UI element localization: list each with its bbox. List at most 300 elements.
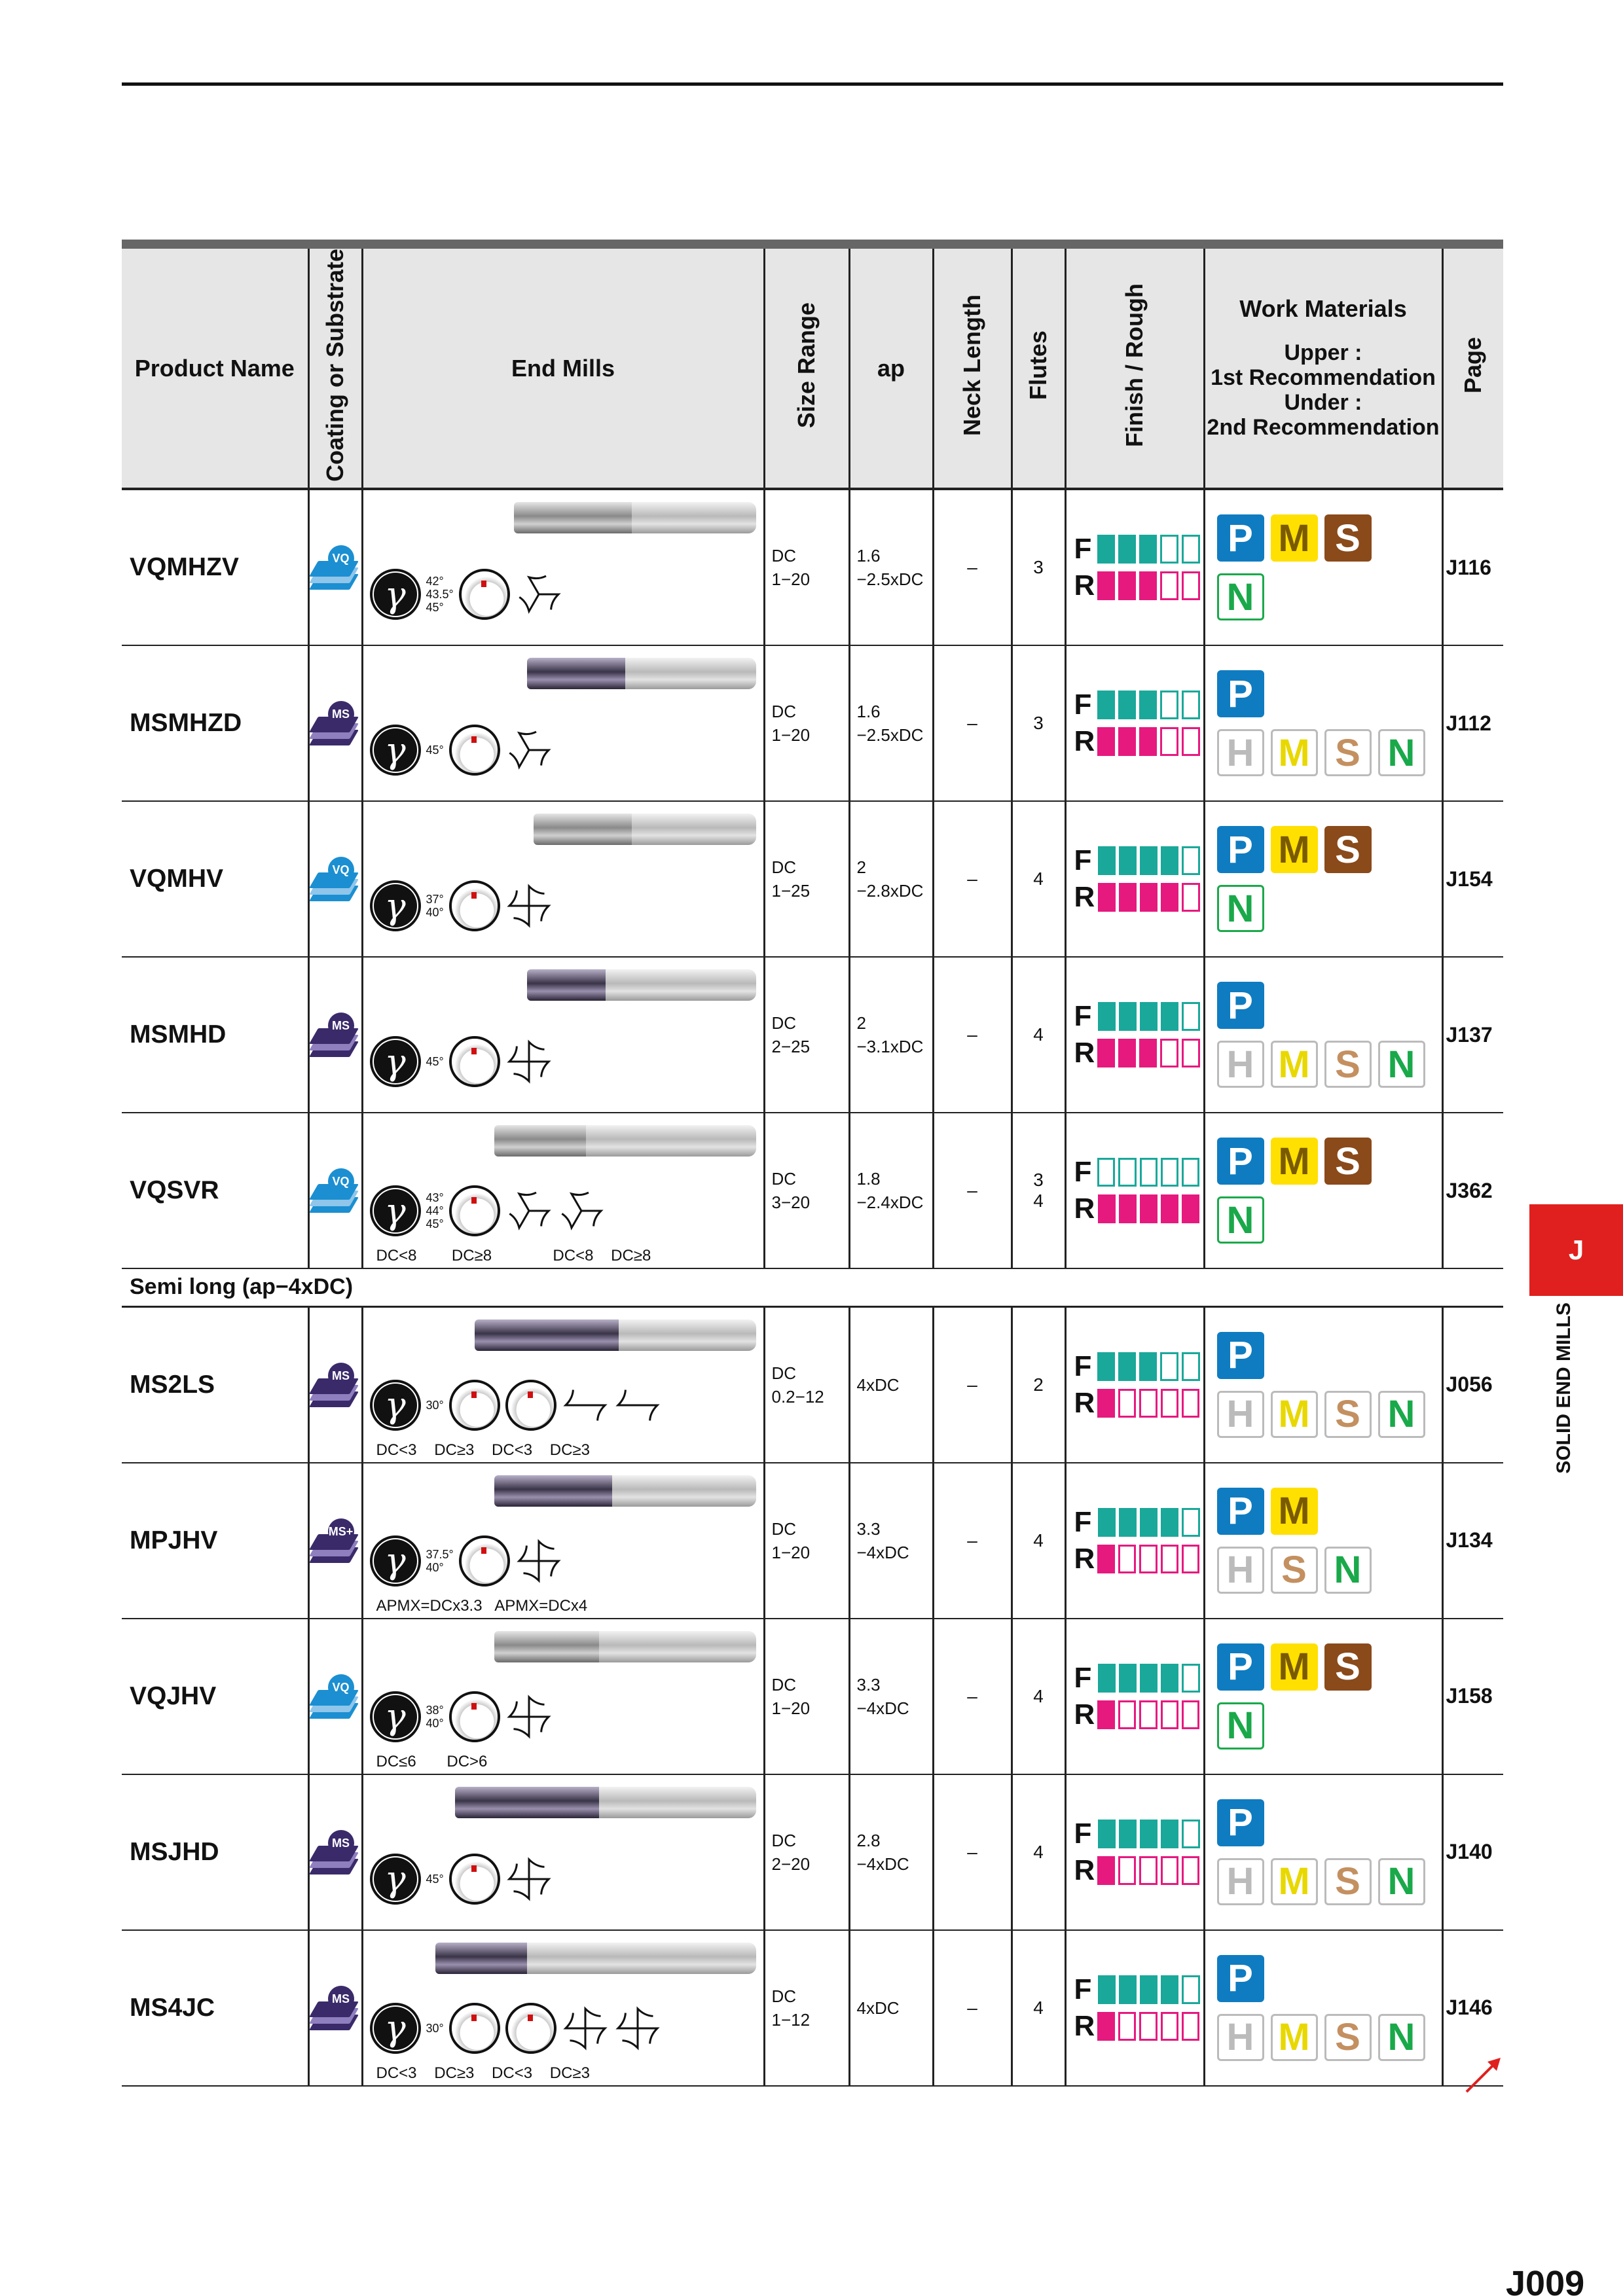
rough-bar-segment [1161, 883, 1178, 912]
product-name: VQJHV [122, 1619, 308, 1774]
materials-second-recommendation [1217, 1852, 1442, 1911]
ap-line: 3.3 [856, 1518, 881, 1539]
helix-angle-icon [370, 880, 421, 931]
cross-section-icon [505, 1038, 553, 1085]
neck-length: – [933, 801, 1012, 957]
helix-angles [426, 2022, 444, 2035]
helix-angle-value: 45° [426, 744, 444, 757]
rough-bar-segment [1160, 727, 1178, 756]
finish-bar-segment [1182, 1158, 1199, 1187]
finish-bar-letter: F [1074, 1817, 1092, 1850]
end-mill-shank [612, 1475, 756, 1507]
helix-symbol: γ [374, 573, 417, 616]
continue-arrow-icon [1464, 2055, 1503, 2094]
coating-cell [308, 957, 362, 1113]
rough-bar-segment [1097, 571, 1115, 600]
finish-bar-segment [1140, 1158, 1158, 1187]
material-s-icon: S [1324, 1391, 1372, 1438]
rough-bar-segment [1160, 571, 1178, 600]
end-mill-flute [435, 1943, 527, 1974]
finish-rough-rating [1065, 645, 1204, 801]
material-h-icon: H [1217, 1391, 1264, 1438]
material-n-icon: N [1378, 1391, 1425, 1438]
size-range-line: DC [771, 546, 797, 566]
end-mill-illustration [362, 1774, 764, 1930]
cross-section-icon [505, 1693, 553, 1740]
end-mill-illustration [362, 1306, 764, 1463]
coating-icon [310, 541, 362, 594]
material-p-icon: P [1217, 1332, 1264, 1379]
materials-first-recommendation [1217, 1638, 1442, 1696]
finish-bar-segment [1160, 535, 1178, 564]
finish-bar [1074, 1971, 1203, 2008]
ap-line: −4xDC [856, 1854, 909, 1874]
end-mill-tool-image [475, 1319, 756, 1351]
end-mill-tool-image [494, 1125, 756, 1157]
table-row [122, 645, 1503, 801]
material-p-icon: P [1217, 1488, 1264, 1535]
end-mill-flute [514, 502, 632, 533]
material-s-icon: S [1324, 1041, 1372, 1088]
material-h-icon: H [1217, 1858, 1264, 1905]
rough-bar-segment [1139, 1545, 1157, 1573]
material-h-icon: H [1217, 2014, 1264, 2061]
materials-second-recommendation [1217, 879, 1442, 938]
size-range [764, 1113, 849, 1268]
cross-section-icon [558, 1187, 605, 1234]
finish-bar-segment [1139, 691, 1157, 719]
geometry-icons [370, 569, 562, 620]
product-name: MPJHV [122, 1463, 308, 1619]
material-n-icon: N [1217, 1702, 1264, 1749]
diameter-conditions: APMX=DCx3.3 APMX=DCx4 [376, 1596, 588, 1615]
header-size-range-label: Size Range [793, 302, 820, 429]
material-n-icon: N [1217, 1196, 1264, 1244]
helix-angle-value: 40° [426, 1560, 444, 1574]
helix-angle-value: 43.5° [426, 588, 454, 601]
finish-bar-segment [1118, 1352, 1136, 1381]
end-mill-shank [619, 1319, 756, 1351]
end-mill-illustration [362, 801, 764, 957]
rough-bar-segment [1118, 571, 1136, 600]
finish-bar-letter: F [1074, 533, 1092, 565]
rough-bar-letter: R [1074, 1542, 1095, 1575]
end-mill-tool-image [534, 814, 756, 845]
materials-first-recommendation [1217, 1949, 1442, 2008]
helix-angle-value: 40° [426, 906, 444, 920]
helix-angles [426, 744, 444, 757]
finish-bar-segment [1098, 846, 1116, 875]
materials-first-recommendation [1217, 1482, 1442, 1541]
work-materials-title: Work Materials [1239, 295, 1407, 322]
size-range-line: DC [771, 1013, 797, 1033]
coating-badge: VQ [328, 857, 354, 883]
rough-bar-segment [1139, 727, 1157, 756]
coating-icon [310, 1009, 362, 1061]
cross-section-icon [505, 882, 553, 929]
coating-icon [310, 697, 362, 749]
finish-bar [1074, 842, 1203, 879]
page-reference[interactable]: J116 [1442, 489, 1503, 645]
size-range [764, 801, 849, 957]
page-reference[interactable]: J146 [1442, 1930, 1503, 2086]
helix-angle-icon [370, 725, 421, 776]
material-s-icon: S [1324, 826, 1372, 873]
helix-angle-value: 43° [426, 1191, 444, 1205]
finish-bar-segment [1098, 1820, 1116, 1848]
rough-bar-segment [1097, 1856, 1115, 1885]
coating-icon [310, 1982, 362, 2034]
work-materials [1204, 801, 1442, 957]
rough-bar-letter: R [1074, 1698, 1095, 1731]
product-name: MSMHZD [122, 645, 308, 801]
material-n-icon: N [1378, 2014, 1425, 2061]
header-product-name: Product Name [122, 244, 308, 489]
finish-bar-segment [1140, 1820, 1158, 1848]
material-h-icon: H [1217, 729, 1264, 776]
finish-bar-segment [1098, 1508, 1116, 1537]
cross-section-icon [515, 1537, 562, 1585]
flute-count: 4 [1012, 957, 1065, 1113]
material-m-icon: M [1271, 1138, 1318, 1185]
end-mill-figure [363, 1775, 763, 1929]
size-range [764, 489, 849, 645]
header-work-materials [1204, 244, 1442, 489]
finish-bar-segment [1161, 1820, 1178, 1848]
end-mill-tool-image [435, 1943, 756, 1974]
geometry-icons [370, 880, 553, 931]
table-row [122, 489, 1503, 645]
ap-line: 2.8 [856, 1830, 881, 1850]
helix-angle-icon [370, 1185, 421, 1236]
finish-bar-segment [1161, 1664, 1178, 1693]
size-range-line: 2−25 [771, 1037, 811, 1057]
material-m-icon: M [1271, 1643, 1318, 1691]
rough-bar-segment [1097, 1039, 1115, 1067]
material-n-icon: N [1217, 885, 1264, 932]
end-mill-figure [363, 1463, 763, 1618]
page-reference[interactable]: J112 [1442, 645, 1503, 801]
finish-bar-segment [1140, 1508, 1158, 1537]
finish-bar-segment [1161, 1158, 1178, 1187]
rough-bar-letter: R [1074, 881, 1095, 914]
materials-second-recommendation [1217, 723, 1442, 782]
section-tab: J [1529, 1204, 1623, 1296]
flute-count: 3 4 [1012, 1113, 1065, 1268]
material-p-icon: P [1217, 1643, 1264, 1691]
finish-bar-segment [1119, 1002, 1137, 1031]
finish-bar-segment [1182, 1975, 1200, 2004]
finish-bar-letter: F [1074, 1505, 1092, 1538]
end-mill-shank [625, 658, 756, 689]
ap-value [849, 489, 933, 645]
material-m-icon: M [1271, 2014, 1318, 2061]
neck-length: – [933, 1774, 1012, 1930]
rough-bar-letter: R [1074, 1037, 1095, 1069]
corner-radius-icon [459, 1535, 510, 1587]
coating-badge: MS+ [328, 1518, 354, 1545]
coating-cell [308, 801, 362, 957]
size-range-line: DC [771, 1986, 797, 2006]
cross-section-icon [562, 1382, 609, 1429]
end-mill-flute [494, 1631, 599, 1662]
rough-bar [1074, 879, 1203, 916]
table-row [122, 1930, 1503, 2086]
end-mill-figure [363, 646, 763, 800]
helix-angle-value: 30° [426, 1398, 444, 1412]
size-range-line: 1−25 [771, 881, 811, 901]
material-m-icon: M [1271, 1488, 1318, 1535]
rough-bar [1074, 1385, 1203, 1422]
upper-desc: 1st Recommendation [1211, 365, 1436, 390]
neck-length: – [933, 1619, 1012, 1774]
finish-bar [1074, 531, 1203, 567]
rough-bar-segment [1139, 571, 1157, 600]
corner-radius-icon [449, 1691, 500, 1742]
finish-bar-segment [1161, 846, 1178, 875]
end-mill-shank [632, 814, 756, 845]
finish-bar-letter: F [1074, 1156, 1092, 1189]
finish-bar-segment [1118, 535, 1136, 564]
end-mill-shank [606, 969, 756, 1001]
page-number: J009 [1506, 2264, 1585, 2296]
finish-bar [1074, 1348, 1203, 1385]
end-mill-flute [475, 1319, 619, 1351]
cross-section-icon [505, 1856, 553, 1903]
end-mill-figure [363, 802, 763, 956]
helix-angles [426, 1704, 444, 1730]
rough-bar-letter: R [1074, 569, 1095, 602]
finish-bar-segment [1119, 1820, 1137, 1848]
materials-second-recommendation [1217, 1035, 1442, 1094]
material-s-icon: S [1271, 1547, 1318, 1594]
rough-bar-segment [1139, 1856, 1157, 1885]
finish-bar [1074, 1154, 1203, 1191]
helix-angle-value: 44° [426, 1204, 444, 1218]
material-s-icon: S [1324, 1643, 1372, 1691]
finish-bar-segment [1161, 1508, 1178, 1537]
helix-angle-icon [370, 2003, 421, 2054]
corner-radius-icon [505, 1380, 556, 1431]
materials-first-recommendation [1217, 820, 1442, 879]
finish-bar-letter: F [1074, 844, 1092, 877]
materials-second-recommendation [1217, 567, 1442, 626]
finish-rough-rating [1065, 801, 1204, 957]
materials-first-recommendation [1217, 509, 1442, 567]
helix-angle-value: 45° [426, 1055, 444, 1069]
coating-badge: VQ [328, 545, 354, 571]
finish-bar-letter: F [1074, 689, 1092, 721]
corner-radius-icon [449, 1854, 500, 1905]
material-p-icon: P [1217, 982, 1264, 1029]
rough-bar-segment [1160, 1039, 1178, 1067]
size-range-line: 1−12 [771, 2009, 811, 2030]
finish-bar-letter: F [1074, 1000, 1092, 1033]
coating-cell [308, 1774, 362, 1930]
end-mill-figure [363, 1619, 763, 1774]
rough-bar-segment [1182, 2012, 1199, 2041]
end-mill-illustration [362, 1619, 764, 1774]
helix-symbol: γ [374, 1695, 417, 1738]
finish-bar-segment [1119, 1664, 1137, 1693]
neck-length: – [933, 1306, 1012, 1463]
rough-bar-letter: R [1074, 2009, 1095, 2042]
finish-bar-segment [1097, 1158, 1115, 1187]
page-reference[interactable]: J362 [1442, 1113, 1503, 1268]
rough-bar-segment [1182, 1194, 1199, 1223]
material-h-icon: H [1217, 1041, 1264, 1088]
finish-bar-segment [1098, 1664, 1116, 1693]
end-mill-tool-image [494, 1631, 756, 1662]
helix-symbol: γ [374, 884, 417, 927]
rough-bar-segment [1139, 1389, 1157, 1418]
helix-symbol: γ [374, 1539, 417, 1583]
ap-value [849, 1463, 933, 1619]
header-finish-rough-label: Finish / Rough [1121, 283, 1148, 447]
finish-bar-segment [1118, 1158, 1136, 1187]
finish-bar-segment [1182, 1664, 1200, 1693]
end-mill-illustration [362, 1463, 764, 1619]
header-page-label: Page [1459, 336, 1487, 394]
section-label [1553, 1302, 1586, 1486]
helix-angle-icon [370, 569, 421, 620]
end-mill-tool-image [527, 969, 756, 1001]
finish-bar-segment [1140, 1002, 1158, 1031]
coating-icon [310, 1670, 362, 1723]
coating-badge: MS [328, 1986, 354, 2012]
materials-second-recommendation [1217, 1541, 1442, 1600]
under-desc: 2nd Recommendation [1207, 414, 1440, 440]
rough-bar-segment [1098, 1194, 1116, 1223]
work-materials [1204, 645, 1442, 801]
ap-line: 1.6 [856, 702, 881, 722]
finish-bar-segment [1118, 691, 1136, 719]
rough-bar [1074, 567, 1203, 604]
section-label-text: SOLID END MILLS [1553, 1302, 1575, 1474]
size-range [764, 1930, 849, 2086]
ap-line: −4xDC [856, 1542, 909, 1562]
rough-bar-segment [1161, 1389, 1178, 1418]
rough-bar-segment [1098, 883, 1116, 912]
material-m-icon: M [1271, 1391, 1318, 1438]
finish-rough-rating [1065, 1930, 1204, 2086]
helix-symbol: γ [374, 1189, 417, 1232]
finish-bar-letter: F [1074, 1973, 1092, 2005]
size-range [764, 1463, 849, 1619]
page-reference[interactable]: J154 [1442, 801, 1503, 957]
rough-bar [1074, 1541, 1203, 1577]
coating-badge: VQ [328, 1168, 354, 1194]
table-row [122, 1774, 1503, 1930]
rough-bar-letter: R [1074, 725, 1095, 758]
size-range-line: DC [771, 1363, 797, 1383]
finish-bar-segment [1182, 1002, 1200, 1031]
header-flutes [1012, 244, 1065, 489]
product-name: MSMHD [122, 957, 308, 1113]
geometry-icons [370, 1185, 605, 1236]
material-s-icon: S [1324, 2014, 1372, 2061]
materials-first-recommendation [1217, 1793, 1442, 1852]
under-label: Under : [1284, 389, 1362, 415]
size-range-line: DC [771, 1674, 797, 1695]
top-rule [122, 82, 1503, 86]
finish-bar-segment [1098, 1975, 1116, 2004]
helix-angle-value: 37° [426, 893, 444, 906]
rough-bar-segment [1161, 2012, 1178, 2041]
rough-bar-segment [1119, 1194, 1137, 1223]
ap-line: −2.8xDC [856, 881, 924, 901]
finish-bar-segment [1139, 1352, 1157, 1381]
rough-bar-segment [1097, 1389, 1115, 1418]
helix-angles [426, 1055, 444, 1068]
neck-length: – [933, 1463, 1012, 1619]
end-mill-flute [527, 969, 606, 1001]
end-mill-illustration [362, 1113, 764, 1268]
diameter-conditions: DC≤6 DC>6 [376, 1752, 488, 1770]
ap-value [849, 1774, 933, 1930]
material-m-icon: M [1271, 1041, 1318, 1088]
neck-length: – [933, 1113, 1012, 1268]
page-reference[interactable]: J140 [1442, 1774, 1503, 1930]
coating-icon [310, 1359, 362, 1411]
end-mill-figure [363, 1308, 763, 1462]
end-mill-illustration [362, 1930, 764, 2086]
corner-radius-icon [449, 880, 500, 931]
end-mill-shank [599, 1631, 756, 1662]
helix-angle-value: 30° [426, 2021, 444, 2035]
corner-radius-icon [449, 2003, 500, 2054]
helix-angle-value: 45° [426, 601, 444, 615]
helix-angle-icon [370, 1380, 421, 1431]
geometry-icons [370, 1535, 562, 1587]
coating-badge: VQ [328, 1674, 354, 1700]
size-range-line: 1−20 [771, 1698, 811, 1718]
page-reference[interactable]: J134 [1442, 1463, 1503, 1619]
flute-count: 4 [1012, 1463, 1065, 1619]
finish-bar-segment [1182, 846, 1200, 875]
page-reference[interactable]: J137 [1442, 957, 1503, 1113]
finish-bar-segment [1182, 535, 1200, 564]
cross-section-icon [614, 1382, 661, 1429]
geometry-icons [370, 725, 553, 776]
header-size-range [764, 244, 849, 489]
material-p-icon: P [1217, 514, 1264, 562]
product-name: MS4JC [122, 1930, 308, 2086]
coating-icon [310, 1826, 362, 1878]
finish-rough-rating [1065, 1619, 1204, 1774]
coating-cell [308, 1619, 362, 1774]
work-materials [1204, 1113, 1442, 1268]
ap-value [849, 1619, 933, 1774]
end-mill-tool-image [527, 658, 756, 689]
end-mill-figure [363, 1113, 763, 1268]
header-neck-length-label: Neck Length [958, 294, 985, 437]
geometry-icons [370, 2003, 661, 2054]
ap-value [849, 1306, 933, 1463]
finish-bar-segment [1160, 691, 1178, 719]
finish-bar [1074, 998, 1203, 1035]
finish-bar-segment [1119, 1975, 1137, 2004]
end-mill-illustration [362, 489, 764, 645]
page-reference[interactable]: J056 [1442, 1306, 1503, 1463]
page-reference[interactable]: J158 [1442, 1619, 1503, 1774]
rough-bar-segment [1161, 1194, 1178, 1223]
ap-line: 3.3 [856, 1674, 881, 1695]
work-materials [1204, 489, 1442, 645]
corner-radius-icon [459, 569, 510, 620]
finish-bar-segment [1097, 1352, 1115, 1381]
materials-first-recommendation [1217, 976, 1442, 1035]
